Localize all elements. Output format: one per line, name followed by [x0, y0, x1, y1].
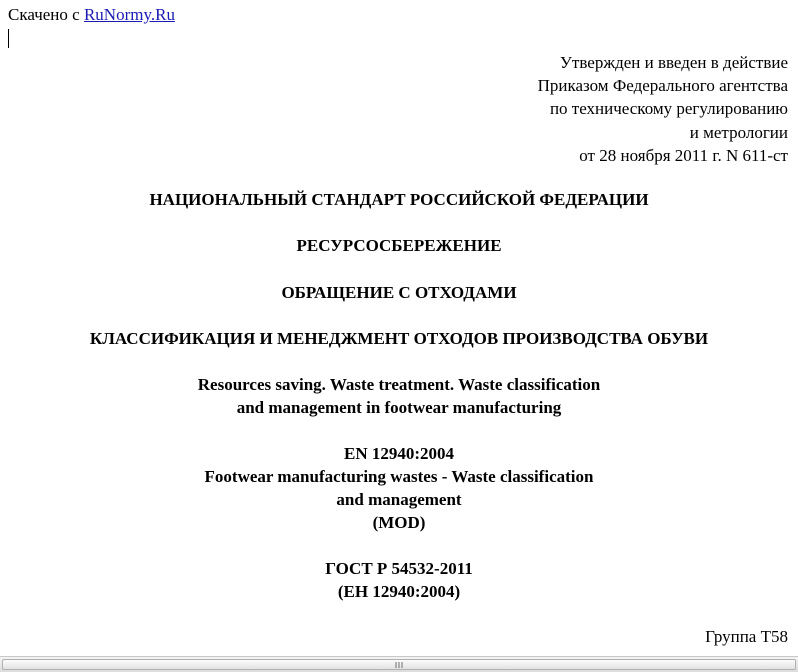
approval-block — [538, 51, 788, 167]
approval-line: и метрологии — [689, 122, 788, 142]
horizontal-scrollbar[interactable] — [0, 656, 798, 672]
scrollbar-grip-icon — [396, 662, 403, 668]
approval-line: по техническому регулированию — [549, 99, 788, 119]
approval-line: Утвержден и введен в действие — [559, 53, 788, 72]
approval-line: Приказом Федерального агентства — [537, 76, 788, 96]
en-standard-code: EN 12940:2004 — [343, 444, 455, 463]
gost-code: ГОСТ Р 54532-2011 — [325, 559, 473, 578]
en-standard-block — [0, 442, 798, 534]
english-title-line: and management in footwear manufacturing — [236, 398, 562, 417]
section-heading-classification — [0, 327, 798, 350]
section-heading-resources — [0, 234, 798, 257]
section-heading-text: ОБРАЩЕНИЕ С ОТХОДАМИ — [281, 283, 517, 302]
section-heading-waste — [0, 281, 798, 304]
gost-block — [0, 557, 798, 603]
group-label: Группа Т58 — [705, 627, 788, 646]
en-standard-title-line: and management — [336, 490, 462, 509]
runormy-link[interactable]: RuNormy.Ru — [83, 5, 175, 24]
gost-equivalent: (ЕН 12940:2004) — [337, 582, 461, 601]
en-standard-title-line: Footwear manufacturing wastes - Waste classification — [204, 467, 594, 486]
en-standard-mod: (MOD) — [372, 513, 426, 532]
section-heading-text: КЛАССИФИКАЦИЯ И МЕНЕДЖМЕНТ ОТХОДОВ ПРОИЗВОДСТВА ОБУВИ — [89, 329, 709, 348]
download-prefix: Скачено с — [8, 5, 84, 24]
section-heading-text: РЕСУРСОСБЕРЕЖЕНИЕ — [296, 236, 502, 255]
standard-heading — [0, 188, 798, 211]
scrollbar-thumb[interactable] — [2, 659, 796, 670]
english-title-line: Resources saving. Waste treatment. Waste classification — [197, 375, 601, 394]
approval-line: от 28 ноября 2011 г. N 611-ст — [579, 145, 788, 165]
english-title — [0, 373, 798, 419]
text-cursor — [8, 29, 9, 48]
standard-heading-text: НАЦИОНАЛЬНЫЙ СТАНДАРТ РОССИЙСКОЙ ФЕДЕРАЦИИ — [149, 190, 649, 209]
download-source-line — [8, 5, 175, 25]
